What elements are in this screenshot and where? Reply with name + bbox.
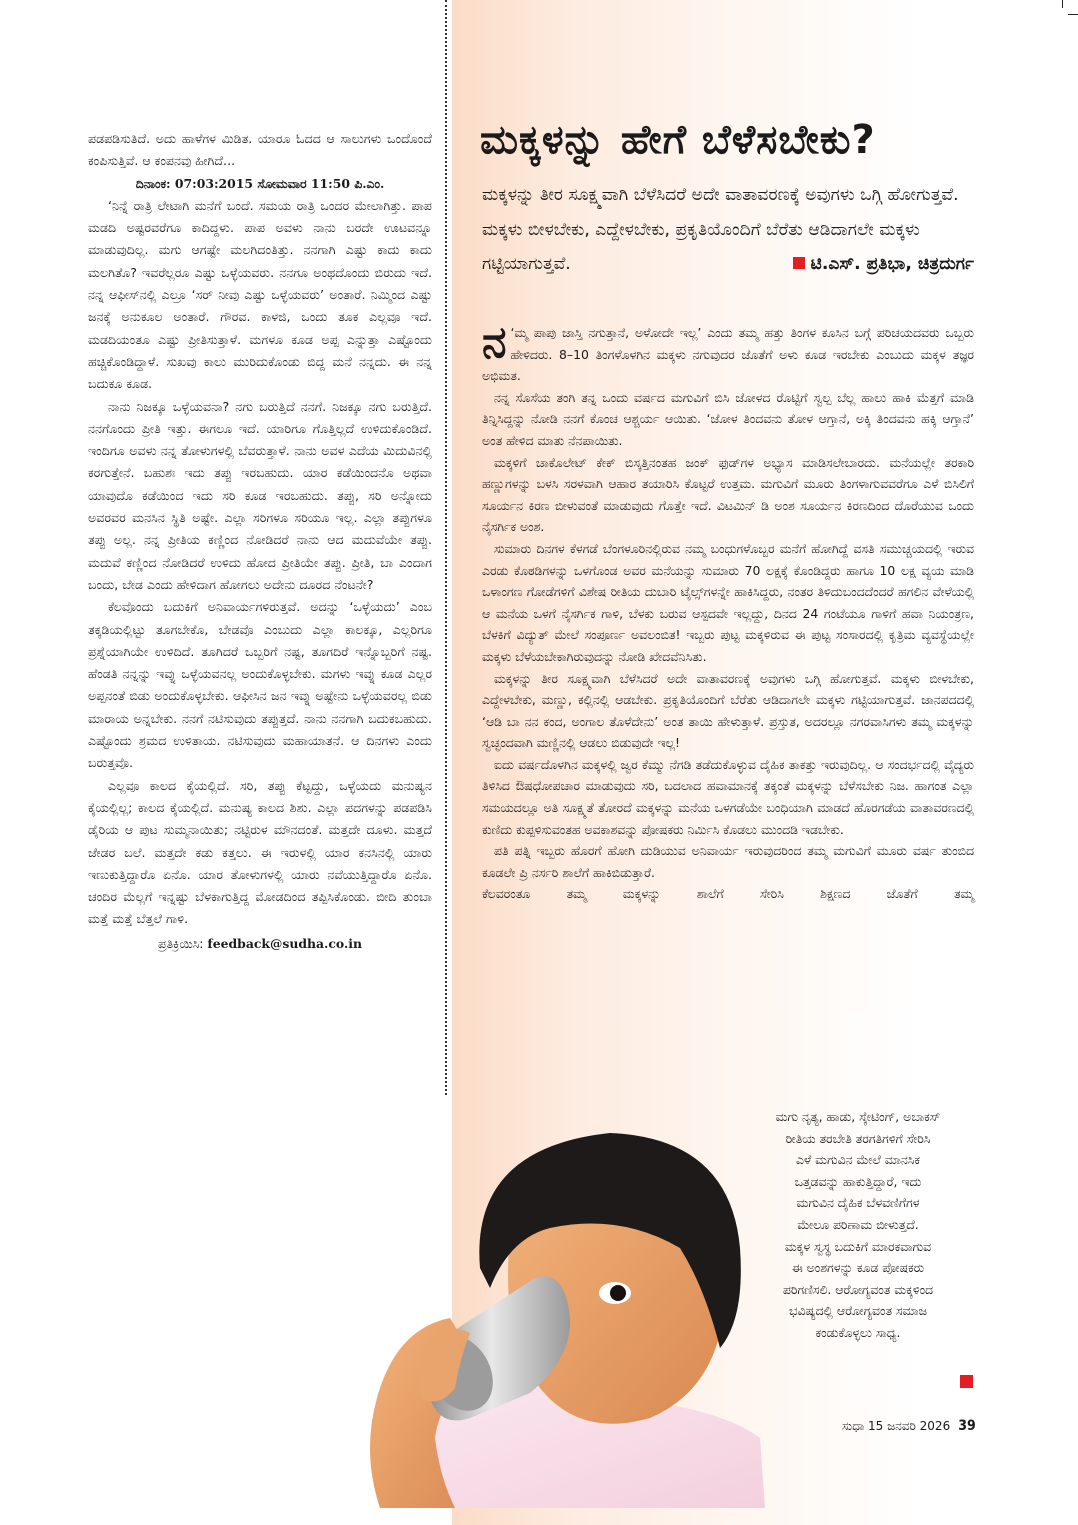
feedback-label: ಪ್ರತಿಕ್ರಿಯಿಸಿ: bbox=[158, 935, 204, 951]
article-standfirst bbox=[482, 178, 974, 282]
column-divider bbox=[445, 0, 447, 1095]
wrap-line: ಭವಿಷ್ಯದಲ್ಲಿ ಆರೋಗ್ಯವಂತ ಸಮಾಜ bbox=[788, 1303, 928, 1319]
article-title: ಮಕ್ಕಳನ್ನು ಹೇಗೆ ಬೆಳೆಸಬೇಕು? bbox=[480, 117, 876, 163]
story-paragraph: ನಾನು ನಿಜಕ್ಕೂ ಒಳ್ಳೆಯವನಾ? ನಗು ಬರುತ್ತಿದೆ ನನಗೆ. ನಿಜಕ್ಕೂ ನಗು ಬರುತ್ತಿದೆ. ನನಗೊಂದು ಪ್ರೀತಿ ಇತ್ತು. ಈಗಲೂ ಇದೆ. ಯಾರಿಗೂ ಗೊತ್ತಿಲ್ಲದೆ ಉಳಿದುಕೊಂಡಿದೆ. ಇಂದಿಗೂ ಅವಳು ನನ್ನ ತೋಳುಗಳಲ್ಲಿ ಬೆವರುತ್ತಾಳೆ. ನಾನು ಅವಳ ಎದೆಯ ಮಿದುವಿನಲ್ಲಿ ಕರಗುತ್ತೇನೆ. ಬಹುಶಃ ಇದು ತಪ್ಪು ಇರಬಹುದು. ಯಾರ ಕಡೆಯಿಂದನೊ ಅಥವಾ ಯಾವುದೊ ಕಡೆಯಿಂದ ಇದು ಸರಿ ಕೂಡ ಇರಬಹುದು. ತಪ್ಪು, ಸರಿ ಅನ್ನೋದು ಅವರವರ ಮನಸಿನ ಸ್ಥಿತಿ ಅಷ್ಟೇ. ಎಲ್ಲಾ ಸರಿಗಳೂ ಸರಿಯೂ ಇಲ್ಲ. ಎಲ್ಲಾ ತಪ್ಪುಗಳೂ ತಪ್ಪು ಅಲ್ಲ. ನನ್ನ ಪ್ರೀತಿಯ ಕಣ್ಣಿಂದ ನೋಡಿದರೆ ನಾನು ಆದ ಮದುವೆಯೇ ತಪ್ಪು. ಮದುವೆ ಕಣ್ಣಿಂದ ನೋಡಿದರೆ ಉಳಿದು ಹೋದ ಪ್ರೀತಿಯೇ ತಪ್ಪು. ಪ್ರೀತಿ, ಬಾ ಎಂದಾಗ ಬಂದು, ಬೇಡ ಎಂದು ಹೇಳಿದಾಗ ಹೋಗಲು ಅದೇನು ದೂರದ ನೆಂಟನೇ? bbox=[88, 398, 432, 592]
byline bbox=[793, 247, 974, 282]
magazine-date: ಸುಧಾ 15 ಜನವರಿ 2026 bbox=[842, 1419, 951, 1433]
diary-dateline: ದಿನಾಂಕ: 07:03:2015 ಸೋಮವಾರ 11:50 ಪಿ.ಎಂ. bbox=[135, 175, 385, 191]
article-paragraph-text: ‘ಮ್ಮ ಪಾಪು ಜಾಸ್ತಿ ನಗುತ್ತಾನೆ, ಅಳೋದೇ ಇಲ್ಲ’ ಎಂದು ತಮ್ಮ ಹತ್ತು ತಿಂಗಳ ಕೂಸಿನ ಬಗ್ಗೆ ಪರಿಚಯದವರು ಒಬ್ಬರು ಹೇಳಿದರು. 8–10 ತಿಂಗಳೊಳಗಿನ ಮಕ್ಕಳು ನಗುವುದರ ಜೊತೆಗೆ ಅಳು ಕೂಡ ಇರಬೇಕು ಎಂಬುದು ಮಕ್ಕಳ ತಜ್ಞರ ಅಭಿಮತ. bbox=[482, 325, 974, 384]
story-paragraph: ‘ನಿನ್ನೆ ರಾತ್ರಿ ಲೇಟಾಗಿ ಮನೆಗೆ ಬಂದೆ. ಸಮಯ ರಾತ್ರಿ ಒಂದರ ಮೇಲಾಗಿತ್ತು. ಪಾಪ ಮಡದಿ ಅಷ್ಟರವರೆಗೂ ಕಾದಿದ್ದಳು. ಪಾಪ ಅವಳು ನಾನು ಬರದೇ ಊಟವನ್ನೂ ಮಾಡುವುದಿಲ್ಲ. ಮಗು ಆಗಷ್ಟೇ ಮಲಗಿದಂತಿತ್ತು. ನನಗಾಗಿ ಎಷ್ಟು ಕಾದು ಕಾದು ಮಲಗಿತೊ? ಇವರೆಲ್ಲರೂ ಎಷ್ಟು ಒಳ್ಳೆಯವರು. ನನಗೂ ಅಂಥದೊಂದು ಬಿರುದು ಇದೆ. ನನ್ನ ಆಫೀಸ್‌ನಲ್ಲಿ ಎಲ್ರೂ ‘ಸರ್ ನೀವು ಎಷ್ಟು ಒಳ್ಳೆಯವರು’ ಅಂತಾರೆ. ನಿಮ್ಮಿಂದ ಎಷ್ಟು ಜನಕ್ಕೆ ಅನುಕೂಲ ಅಂತಾರೆ. ಗೌರವ. ಕಾಳಜಿ, ಒಂದು ತೂಕ ಎಲ್ಲವೂ ಇದೆ. ಮಡದಿಯಂತೂ ಎಷ್ಟು ಪ್ರೀತಿಸುತ್ತಾಳೆ. ಮಗಳೂ ಕೂಡ ಅಪ್ಪ ಎನ್ನುತ್ತಾ ಎಷ್ಟೊಂದು ಹಚ್ಚಿಕೊಂಡಿದ್ದಾಳೆ. ಸುಖವು ಕಾಲು ಮುರಿದುಕೊಂಡು ಬಿದ್ದ ಮನೆ ನನ್ನದು. ಈ ನನ್ನ ಬದುಕೂ ಕೂಡ. bbox=[88, 197, 432, 392]
wrap-line: ಒತ್ತಡವನ್ನು ಹಾಕುತ್ತಿದ್ದಾರೆ, ಇದು bbox=[794, 1173, 922, 1189]
author-name: ಟಿ.ಎಸ್‌. ಪ್ರತಿಭಾ, ಚಿತ್ರದುರ್ಗ bbox=[810, 254, 974, 274]
wrap-line: ಪರಿಗಣಿಸಲಿ. ಆರೋಗ್ಯವಂತ ಮಕ್ಕಳಿಂದ bbox=[782, 1281, 934, 1297]
wrap-line: ಮಗು ನೃತ್ಯ, ಹಾಡು, ಸ್ಕೇಟಿಂಗ್, ಅಬಾಕಸ್ bbox=[775, 1109, 941, 1124]
end-mark-icon bbox=[960, 1375, 973, 1388]
article-paragraph: ಪತಿ ಪತ್ನಿ ಇಬ್ಬರು ಹೊರಗೆ ಹೋಗಿ ದುಡಿಯುವ ಅನಿವಾರ್ಯ ಇರುವುದರಿಂದ ತಮ್ಮ ಮಗುವಿಗೆ ಮೂರು ವರ್ಷ ತುಂಬಿದ ಕೂಡಲೇ ಪ್ರಿ ನರ್ಸರಿ ಶಾಲೆಗೆ ಹಾಕಿಬಿಡುತ್ತಾರೆ. bbox=[482, 843, 974, 880]
crop-mark bbox=[1068, 14, 1078, 15]
pupil-shape bbox=[610, 1285, 626, 1301]
article-paragraph: ಐದು ವರ್ಷದೊಳಗಿನ ಮಕ್ಕಳಲ್ಲಿ ಜ್ವರ ಕೆಮ್ಮು ನೆಗಡಿ ತಡೆದುಕೊಳ್ಳುವ ದೈಹಿಕ ತಾಕತ್ತು ಇರುವುದಿಲ್ಲ. ಆ ಸಂದರ್ಭದಲ್ಲಿ ವೈದ್ಯರು ತಿಳಿಸಿದ ಔಷಧೋಪಚಾರ ಮಾಡುವುದು ಸರಿ, ಬದಲಾದ ಹವಾಮಾನಕ್ಕೆ ತಕ್ಕಂತೆ ಮಕ್ಕಳನ್ನು ಬೆಳೆಸಬೇಕು ನಿಜ. ಹಾಗಂತ ಎಲ್ಲಾ ಸಮಯದಲ್ಲೂ ಅತಿ ಸೂಕ್ಷ್ಮತೆ ತೋರದೆ ಮಕ್ಕಳನ್ನು ಮನೆಯ ಒಳಗಡೆಯೇ ಬಂಧಿಯಾಗಿ ಮಾಡದೆ ಹೊರಗಡೆಯ ವಾತಾವರಣದಲ್ಲಿ ಕುಣಿದು ಕುಪ್ಪಳಿಸುವಂತಹ ಅವಕಾಶವನ್ನು ಪೋಷಕರು ನಿರ್ಮಿಸಿ ಕೊಡಲು ಮುಂದಡಿ ಇಡಬೇಕು. bbox=[482, 756, 974, 837]
red-square-icon bbox=[793, 257, 805, 269]
feedback-email-link[interactable]: feedback@sudha.co.in bbox=[207, 935, 362, 951]
article-paragraph: ಕೆಲವರಂತೂ ತಮ್ಮ ಮಕ್ಕಳನ್ನು ಶಾಲೆಗೆ ಸೇರಿಸಿ ಶಿಕ್ಷಣದ ಜೊತೆಗೆ ತಮ್ಮ bbox=[482, 886, 974, 902]
article-paragraph: ನನ್ನ ಸೊಸೆಯ ತಂಗಿ ತನ್ನ ಒಂದು ವರ್ಷದ ಮಗುವಿಗೆ ಬಿಸಿ ಜೋಳದ ರೊಟ್ಟಿಗೆ ಸ್ವಲ್ಪ ಬೆಲ್ಲ ಹಾಲು ಹಾಕಿ ಮೆತ್ತಗೆ ಮಾಡಿ ತಿನ್ನಿಸಿದ್ದನ್ನು ನೋಡಿ ನನಗೆ ಕೊಂಚ ಆಶ್ಚರ್ಯ ಆಯಿತು. ‘ಜೋಳ ತಿಂದವನು ತೋಳ ಆಗ್ತಾನೆ, ಅಕ್ಕಿ ತಿಂದವನು ಹಕ್ಕಿ ಆಗ್ತಾನೆ’ ಅಂತ ಹೇಳಿದ ಮಾತು ನೆನಪಾಯಿತು. bbox=[482, 389, 974, 448]
child-drinking-photo bbox=[360, 1118, 770, 1508]
page-folio bbox=[842, 1418, 976, 1434]
wrap-line: ಈ ಅಂಶಗಳನ್ನು ಕೂಡ ಪೋಷಕರು bbox=[791, 1260, 925, 1276]
feedback-line bbox=[88, 933, 432, 955]
wrap-line: ಕಂಡುಕೊಳ್ಳಲು ಸಾಧ್ಯ. bbox=[815, 1324, 901, 1340]
story-paragraph: ಎಲ್ಲವೂ ಕಾಲದ ಕೈಯಲ್ಲಿದೆ. ಸರಿ, ತಪ್ಪು ಕೆಟ್ಟದ್ದು, ಒಳ್ಳೆಯದು ಮನುಷ್ಯನ ಕೈಯಲ್ಲಿಲ್ಲ; ಕಾಲದ ಕೈಯಲ್ಲಿದೆ. ಮನುಷ್ಯ ಕಾಲದ ಶಿಶು. ಎಲ್ಲಾ ಪದಗಳನ್ನು ಪಡಪಡಿಸಿ ಡೈರಿಯ ಆ ಪುಟ ಸುಮ್ಮನಾಯಿತು; ನಟ್ಟಿರುಳ ಮೌನದಂತೆ. ಮತ್ತದೇ ದೂಳು. ಮತ್ತದೆ ಜೇಡರ ಬಲೆ. ಮತ್ತದೇ ಕಡು ಕತ್ತಲು. ಈ ಇರುಳಲ್ಲಿ ಯಾರ ಕನಸಿನಲ್ಲಿ ಯಾರು ಇಣುಕುತ್ತಿದ್ದಾರೊ ಏನೊ. ಯಾರ ತೋಳುಗಳಲ್ಲಿ ಯಾರು ನವೆಯುತ್ತಿದ್ದಾರೊ ಏನೊ. ಚಂದಿರ ಮೆಲ್ಲಗೆ ಇನ್ನಷ್ಟು ಬೆಳಕಾಗುತ್ತಿದ್ದ ಮೋಡದಿಂದ ತಪ್ಪಿಸಿಕೊಂಡು. ಬೀದಿ ತುಂಬಾ ಮತ್ತೆ ಮತ್ತೆ ಬೆತ್ತಲೆ ಗಾಳಿ. bbox=[88, 777, 432, 927]
standfirst-text: ಮಕ್ಕಳನ್ನು ತೀರ ಸೂಕ್ಷ್ಮವಾಗಿ ಬೆಳೆಸಿದರೆ ಅದೇ ವಾತಾವರಣಕ್ಕೆ ಅವುಗಳು ಒಗ್ಗಿ ಹೋಗುತ್ತವೆ. ಮಕ್ಕಳು ಬೀಳಬೇಕು, ಎದ್ದೇಳಬೇಕು, ಪ್ರಕೃತಿಯೊಂದಿಗೆ ಬೆರೆತು ಆಡಿದಾಗಲೇ ಮಕ್ಕಳು ಗಟ್ಟಿಯಾಗುತ್ತವೆ. bbox=[482, 185, 959, 274]
article-paragraph: ಮಕ್ಕಳಿಗೆ ಚಾಕೊಲೇಟ್ ಕೇಕ್ ಬಿಸ್ಕತ್ತಿನಂತಹ ಜಂಕ್ ಫುಡ್‌ಗಳ ಅಭ್ಯಾಸ ಮಾಡಿಸಲೇಬಾರದು. ಮನೆಯಲ್ಲೇ ತರಕಾರಿ ಹಣ್ಣುಗಳನ್ನು ಬಳಸಿ ಸರಳವಾಗಿ ಆಹಾರ ತಯಾರಿಸಿ ಕೊಟ್ಟರೆ ಉತ್ತಮ. ಮಗುವಿಗೆ ಮೂರು ತಿಂಗಳಾಗುವವರೆಗೂ ಎಳೆ ಬಿಸಿಲಿಗೆ ಸೂರ್ಯನ ಕಿರಣ ಬೀಳುವಂತೆ ಮಾಡುವುದು ಗೊತ್ತೇ ಇದೆ. ವಿಟಮಿನ್ ಡಿ ಅಂಶ ಸೂರ್ಯನ ಕಿರಣದಿಂದ ದೊರೆಯುವ ಒಂದು ನೈಸರ್ಗಿಕ ಅಂಶ. bbox=[482, 454, 974, 535]
wrap-line: ರೀತಿಯ ತರಬೇತಿ ತರಗತಿಗಳಿಗೆ ಸೇರಿಸಿ bbox=[785, 1130, 931, 1146]
wrap-line: ಮೇಲೂ ಪರಿಣಾಮ ಬೀಳುತ್ತದೆ. bbox=[797, 1216, 919, 1232]
story-paragraph: ಕೆಲವೊಂದು ಬದುಕಿಗೆ ಅನಿವಾರ್ಯಗಳಿರುತ್ತವೆ. ಅದನ್ನು ‘ಒಳ್ಳೆಯದು’ ಎಂಬ ತಕ್ಕಡಿಯಲ್ಲಿಟ್ಟು ತೂಗಬೇಕೊ, ಬೇಡವೊ ಎಂಬುದು ಎಲ್ಲಾ ಕಾಲಕ್ಕೂ, ಎಲ್ಲರಿಗೂ ಪ್ರಶ್ನೆಯಾಗಿಯೇ ಉಳಿದಿದೆ. ತೂಗಿದರೆ ಒಬ್ಬರಿಗೆ ನಷ್ಟ, ತೂಗದಿರೆ ಇನ್ನೊಬ್ಬರಿಗೆ ನಷ್ಟ. ಹೆಂಡತಿ ನನ್ನನ್ನು ಇವ್ನು ಒಳ್ಳೆಯವನಲ್ಲ ಅಂದುಕೊಳ್ಳಬೇಕು. ಮಗಳು ಇವ್ನು ಕೂಡ ಎಲ್ಲರ ಅಪ್ಪನಂತೆ ಬಿಡು ಅಂದುಕೊಳ್ಳಬೇಕು. ಆಫೀಸಿನ ಜನ ಇವ್ನು ಅಷ್ಟೇನು ಒಳ್ಳೆಯವರಲ್ಲ ಬಿಡು ಮಾರಾಯ ಅನ್ನಬೇಕು. ನನಗೆ ನಟಿಸುವುದು ತಪ್ಪುತ್ತದೆ. ನಾನು ನನಗಾಗಿ ಬದುಕಬಹುದು. ಎಷ್ಟೊಂದು ಶ್ರಮದ ಉಳಿತಾಯ. ನಟಿಸುವುದು ಮಹಾಯಾತನೆ. ಆ ದಿನಗಳು ಎಂದು ಬರುತ್ತವೊ. bbox=[88, 599, 432, 771]
article-paragraph bbox=[482, 317, 974, 387]
crop-mark bbox=[1062, 0, 1063, 8]
wrap-line: ಎಳೆ ಮಗುವಿನ ಮೇಲೆ ಮಾನಸಿಕ bbox=[796, 1152, 920, 1168]
wrap-line: ಮಕ್ಕಳ ಸ್ವಸ್ಥ ಬದುಕಿಗೆ ಮಾರಕವಾಗುವ bbox=[784, 1238, 932, 1254]
wrap-line: ಮಗುವಿನ ದೈಹಿಕ ಬೆಳವಣಿಗೆಗಳ bbox=[796, 1195, 920, 1211]
left-column-story bbox=[88, 128, 432, 955]
article-paragraph: ಮಕ್ಕಳನ್ನು ತೀರ ಸೂಕ್ಷ್ಮವಾಗಿ ಬೆಳೆಸಿದರೆ ಅದೇ ವಾತಾವರಣಕ್ಕೆ ಅವುಗಳು ಒಗ್ಗಿ ಹೋಗುತ್ತವೆ. ಮಕ್ಕಳು ಬೀಳಬೇಕು, ಎದ್ದೇಳಬೇಕು, ಮಣ್ಣು, ಕಲ್ಲಿನಲ್ಲಿ ಆಡಬೇಕು. ಪ್ರಕೃತಿಯೊಂದಿಗೆ ಬೆರೆತು ಆಡಿದಾಗಲೇ ಮಕ್ಕಳು ಗಟ್ಟಿಯಾಗುತ್ತವೆ. ಜಾನಪದದಲ್ಲಿ ‘ಆಡಿ ಬಾ ನನ ಕಂದ, ಅಂಗಾಲ ತೊಳೆದೇನು’ ಅಂತ ತಾಯಿ ಹೇಳುತ್ತಾಳೆ. ಪ್ರಸ್ತುತ, ಅದರಲ್ಲೂ ನಗರವಾಸಿಗಳು ತಮ್ಮ ಮಕ್ಕಳನ್ನು ಸ್ವಚ್ಛಂದವಾಗಿ ಮಣ್ಣಿನಲ್ಲಿ ಆಡಲು ಬಿಡುವುದೇ ಇಲ್ಲ! bbox=[482, 670, 974, 751]
article-body bbox=[482, 317, 974, 905]
article-wrap-text bbox=[742, 1106, 974, 1344]
drop-cap: ನ bbox=[482, 317, 507, 368]
page-number: 39 bbox=[958, 1418, 976, 1434]
article-paragraph: ಸುಮಾರು ದಿನಗಳ ಕೆಳಗಡೆ ಬೆಂಗಳೂರಿನಲ್ಲಿರುವ ನಮ್ಮ ಬಂಧುಗಳೊಬ್ಬರ ಮನೆಗೆ ಹೋಗಿದ್ದೆ ವಸತಿ ಸಮುಚ್ಚಯದಲ್ಲಿ ಇರುವ ಎರಡು ಕೊಠಡಿಗಳನ್ನು ಒಳಗೊಂಡ ಅವರ ಮನೆಯನ್ನು ಸುಮಾರು 70 ಲಕ್ಷಕ್ಕೆ ಕೊಂಡಿದ್ದರು ಹಾಗೂ 10 ಲಕ್ಷ ವ್ಯಯ ಮಾಡಿ ಒಳಾಂಗಣ ಗೋಡೆಗಳಿಗೆ ವಿಶೇಷ ರೀತಿಯ ದುಬಾರಿ ಟೈಲ್ಸ್‌ಗಳನ್ನೇ ಹಾಕಿಸಿದ್ದರು, ನಂತರ ತಿಳಿದುಬಂದದೆಂದರೆ ಹಗಲಿನ ವೇಳೆಯಲ್ಲಿ ಆ ಮನೆಯ ಒಳಗೆ ನೈಸರ್ಗಿಕ ಗಾಳಿ, ಬೆಳಕು ಬರುವ ಆಸ್ಪದವೇ ಇಲ್ಲದ್ದು, ದಿನದ 24 ಗಂಟೆಯೂ ಗಾಳಿಗೆ ಹವಾ ನಿಯಂತ್ರಣ, ಬೆಳಕಿಗೆ ವಿದ್ಯುತ್ ಮೇಲೆ ಸಂಪೂರ್ಣ ಅವಲಂಬಿತ! ಇಬ್ಬರು ಪುಟ್ಟ ಮಕ್ಕಳಿರುವ ಈ ಪುಟ್ಟ ಸಂಸಾರದಲ್ಲಿ ಕೃತ್ರಿಮ ವ್ಯವಸ್ಥೆಯಲ್ಲೇ ಮಕ್ಕಳು ಬೆಳೆಯಬೇಕಾಗಿರುವುದನ್ನು ನೋಡಿ ಖೇದವೆನಿಸಿತು. bbox=[482, 540, 974, 664]
story-paragraph: ಪಡಪಡಿಸುತಿದೆ. ಅದು ಹಾಳೆಗಳ ಮಿಡಿತ. ಯಾರೂ ಓದದ ಆ ಸಾಲುಗಳು ಒಂದೊಂದೆ ಕಂಪಿಸುತ್ತಿವೆ. ಆ ಕಂಪನವು ಹೀಗಿದೆ... bbox=[88, 131, 432, 169]
